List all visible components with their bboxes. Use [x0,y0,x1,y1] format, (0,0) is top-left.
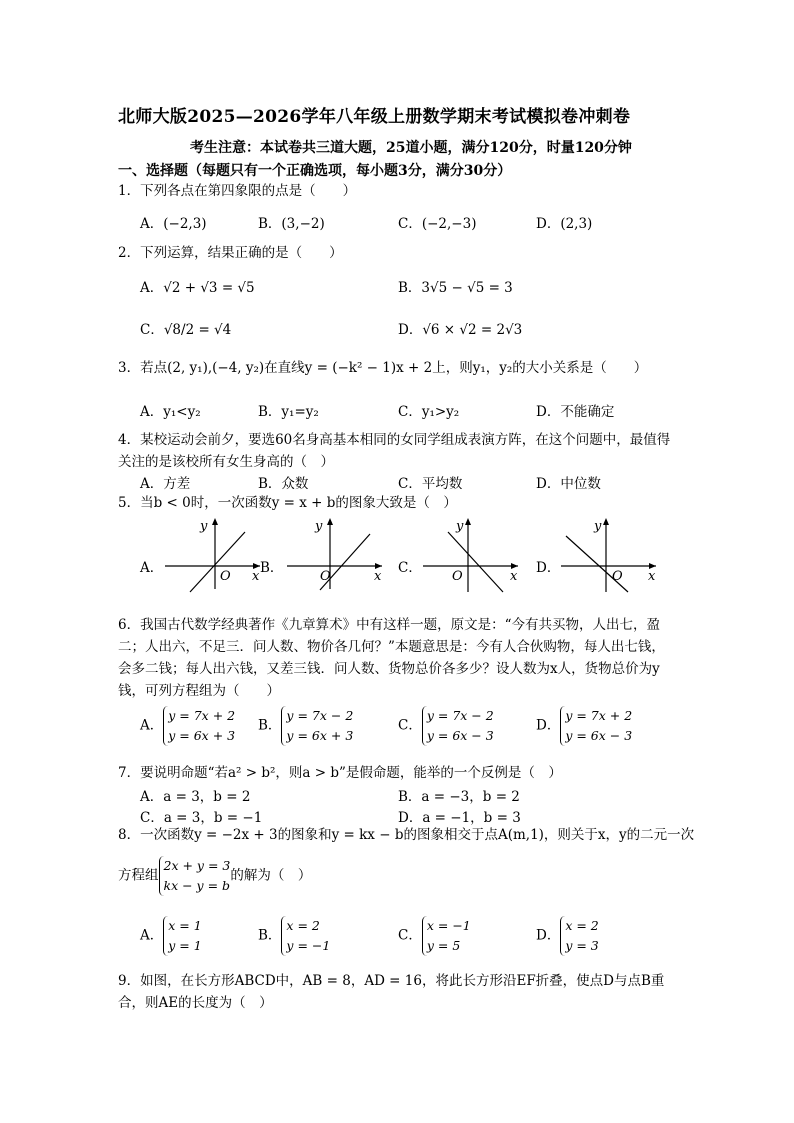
q8-option-a: A．x = 1 y = 1 [140,916,202,956]
question-2-stem: 2．下列运算，结果正确的是（ ） [118,245,343,261]
q2-option-a: A．√2 + √3 = √5 [140,280,255,296]
q8-option-b: B．x = 2 y = −1 [258,916,330,956]
q1-option-c: C．(−2,−3) [398,216,477,232]
question-8-stem: 8．一次函数y = −2x + 3的图象和y = kx − b的图象相交于点A(m,1)，则关于x，y的二元一次 [118,827,695,843]
question-3-stem: 3．若点(2, y₁),(−4, y₂)在直线y = (−k² − 1)x + 2上，则y₁，y₂的大小关系是（ ） [118,360,648,376]
q5-graph-d [556,514,666,594]
q1-option-b: B．(3,−2) [258,216,325,232]
q5-graph-c [418,514,528,594]
q7-option-b: B．a = −3，b = 2 [398,789,520,805]
svg-text:O: O [612,569,623,584]
q1-option-a: A．(−2,3) [140,216,207,232]
svg-text:x: x [648,569,656,584]
q6-option-c: C．y = 7x − 2 y = 6x − 3 [398,706,494,746]
q4-option-d: D．中位数 [536,476,601,492]
q4-option-a: A．方差 [140,476,191,492]
svg-text:O: O [452,569,463,584]
q8-option-d: D．x = 2 y = 3 [536,916,599,956]
q5-option-a: A． [140,560,164,576]
question-8-system-line: 方程组2x + y = 3 kx − y = b的解为（ ） [118,856,311,896]
graph-y-label: y [200,519,208,534]
q3-option-d: D．不能确定 [536,404,615,420]
q3-option-a: A．y₁<y₂ [140,404,201,420]
q2-option-b: B．3√5 − √5 = 3 [398,280,513,296]
question-6-stem: 6．我国古代数学经典著作《九章算术》中有这样一题，原文是：“今有共买物，人出七，盈二；人出六，不足三．问人数、物价各几何？”本题意思是：今有人合伙购物，每人出七钱，会多二钱；每人出六钱，又差三钱．问人数、货物总价各多少？设人数为x人，货物总价为y钱，可列方程组为（ ） [118,617,665,699]
q3-option-c: C．y₁>y₂ [398,404,460,420]
q5-option-d: D． [536,560,561,576]
q5-option-b: B． [260,560,284,576]
q5-graph-a [160,514,270,594]
graph-x-label: x [252,569,260,584]
svg-text:x: x [374,569,382,584]
question-9-stem: 9．如图，在长方形ABCD中，AB = 8，AD = 16，将此长方形沿EF折叠，使点D与点B重合，则AE的长度为（ ） [118,973,665,1011]
q8-option-c: C．x = −1 y = 5 [398,916,471,956]
q5-option-c: C． [398,560,422,576]
svg-text:y: y [456,519,464,534]
q4-option-b: B．众数 [258,476,309,492]
q6-option-d: D．y = 7x + 2 y = 6x − 3 [536,706,632,746]
svg-text:x: x [510,569,518,584]
question-4-stem: 4．某校运动会前夕，要选60名身高基本相同的女同学组成表演方阵，在这个问题中，最值得关注的是该校所有女生身高的（ ） [118,432,671,470]
q7-option-c: C．a = 3，b = −1 [140,810,263,826]
svg-text:O: O [320,569,331,584]
q5-graph-b [282,514,392,594]
exam-notice: 考生注意：本试卷共三道大题，25道小题，满分120分，时量120分钟 [190,140,632,156]
q2-option-c: C．√8/2 = √4 [140,322,232,338]
q6-option-b: B．y = 7x − 2 y = 6x + 3 [258,706,353,746]
q6-option-a: A．y = 7x + 2 y = 6x + 3 [140,706,235,746]
q7-option-d: D．a = −1，b = 3 [398,810,521,826]
question-5-stem: 5．当b < 0时，一次函数y = x + b的图象大致是（ ） [118,495,457,511]
q1-option-d: D．(2,3) [536,216,593,232]
question-7-stem: 7．要说明命题“若a² > b²，则a > b”是假命题，能举的一个反例是（ ） [118,765,562,781]
graph-origin-label: O [220,569,231,584]
section-heading: 一、选择题（每题只有一个正确选项，每小题3分，满分30分） [118,163,512,179]
page-title: 北师大版2025—2026学年八年级上册数学期末考试模拟卷冲刺卷 [118,107,631,127]
q7-option-a: A．a = 3，b = 2 [140,789,251,805]
q3-option-b: B．y₁=y₂ [258,404,319,420]
svg-text:y: y [315,519,323,534]
svg-text:y: y [594,519,602,534]
q2-option-d: D．√6 × √2 = 2√3 [398,322,523,338]
q4-option-c: C．平均数 [398,476,463,492]
question-1-stem: 1．下列各点在第四象限的点是（ ） [118,183,357,199]
